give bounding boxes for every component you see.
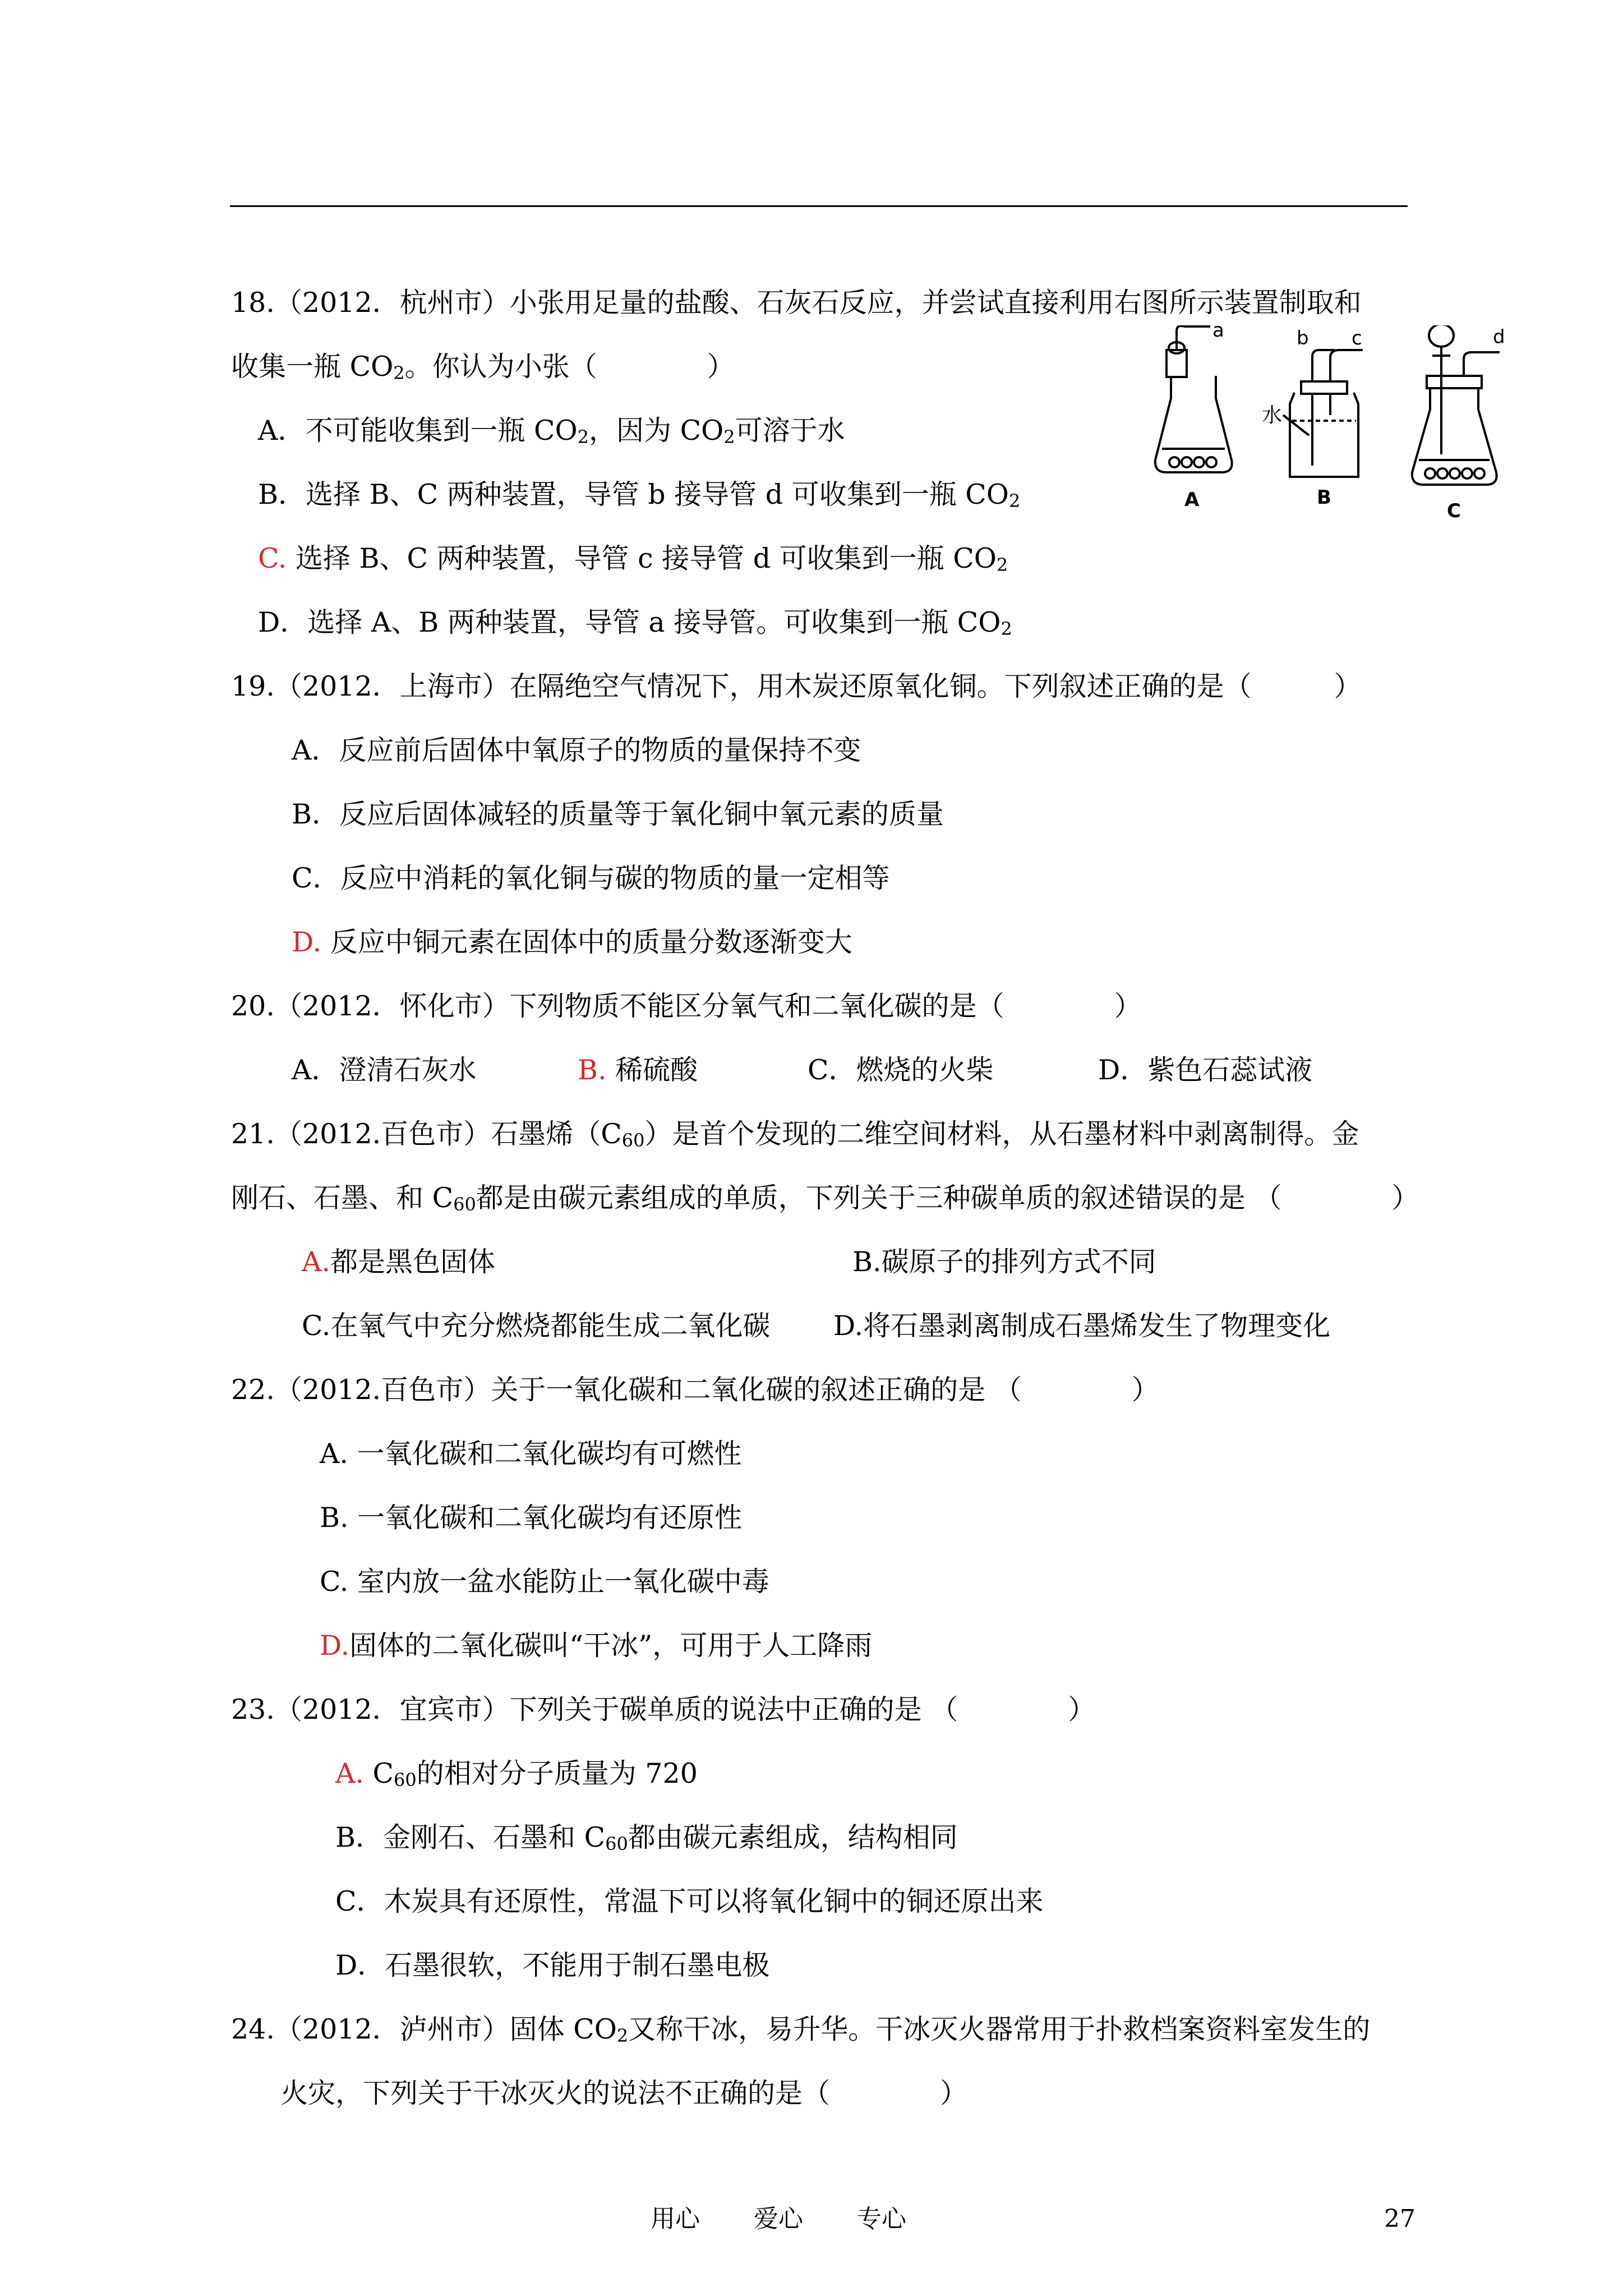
q20-stem: 20.（2012．怀化市）下列物质不能区分氧气和二氧化碳的是（ ） xyxy=(231,990,1142,1022)
q20-option-c: C．燃烧的火柴 xyxy=(808,1054,994,1086)
footer-text-2: 爱心 xyxy=(754,2205,803,2233)
page-number: 27 xyxy=(1384,2205,1415,2233)
q19-stem: 19.（2012．上海市）在隔绝空气情况下，用木炭还原氧化铜。下列叙述正确的是（ ） xyxy=(231,670,1362,702)
q18-option-b: B．选择 B、C 两种装置，导管 b 接导管 d 可收集到一瓶 $CO_2$ xyxy=(258,478,1021,512)
q18-option-a: A．不可能收集到一瓶 $CO_2$，因为 $CO_2$可溶于水 xyxy=(258,415,845,448)
q18-stem-line-1: 18.（2012．杭州市）小张用足量的盐酸、石灰石反应，并尝试直接利用右图所示装置制取和 xyxy=(231,287,1362,319)
footer-text-1: 用心 xyxy=(651,2205,700,2233)
page-footer xyxy=(651,2203,960,2235)
caption-a: A xyxy=(1184,489,1200,511)
q24-stem-line-2: 火灾，下列关于干冰灭火的说法不正确的是（ ） xyxy=(280,2077,968,2109)
answer-marker: A. xyxy=(335,1757,364,1789)
label-a: a xyxy=(1212,325,1224,342)
caption-b: B xyxy=(1317,486,1331,509)
q22-option-c: C. 室内放一盆水能防止一氧化碳中毒 xyxy=(320,1566,769,1598)
bottle-b-stopper xyxy=(1301,381,1347,394)
q19-option-d: D. 反应中铜元素在固体中的质量分数逐渐变大 xyxy=(292,926,852,958)
answer-marker: D. xyxy=(292,926,322,958)
label-c: c xyxy=(1352,327,1362,349)
q20-option-a: A．澄清石灰水 xyxy=(292,1054,477,1086)
q21-option-d: D.将石墨剥离制成石墨烯发生了物理变化 xyxy=(833,1310,1331,1342)
answer-marker: C. xyxy=(258,542,287,574)
q18-option-c: C. 选择 B、C 两种装置，导管 c 接导管 d 可收集到一瓶 $CO_2$ xyxy=(258,542,1008,576)
q22-option-d: D.固体的二氧化碳叫“干冰”，可用于人工降雨 xyxy=(320,1630,873,1662)
q19-option-b: B．反应后固体减轻的质量等于氧化铜中氧元素的质量 xyxy=(292,798,944,830)
q23-option-a: A. $C_{60}$的相对分子质量为 720 xyxy=(335,1757,698,1791)
header-rule xyxy=(230,205,1408,207)
q22-stem: 22.（2012.百色市）关于一氧化碳和二氧化碳的叙述正确的是 （ ） xyxy=(231,1374,1159,1406)
q21-option-c: C.在氧气中充分燃烧都能生成二氧化碳 xyxy=(302,1310,771,1342)
q21-option-a: A.都是黑色固体 xyxy=(302,1246,495,1278)
footer-text-3: 专心 xyxy=(857,2205,906,2233)
label-water: 水 xyxy=(1262,404,1283,427)
q24-stem-line-1: 24.（2012．泸州市）固体 $CO_2$又称干冰，易升华。干冰灭火器常用于扑救档案资料室发生的 xyxy=(231,2013,1371,2046)
answer-marker: B. xyxy=(578,1054,607,1086)
tube-c xyxy=(1330,350,1363,381)
flask-a-outline xyxy=(1155,376,1232,472)
q19-option-a: A．反应前后固体中氧原子的物质的量保持不变 xyxy=(292,734,861,766)
label-d: d xyxy=(1493,326,1505,348)
q21-stem-line-2: 刚石、石墨、和 $C_{60}$都是由碳元素组成的单质，下列关于三种碳单质的叙述错误的是 （ ） xyxy=(231,1182,1419,1215)
tube-d xyxy=(1464,352,1500,376)
tube-a xyxy=(1177,326,1210,350)
q18-stem-line-2: 收集一瓶 $CO_2$。你认为小张（ ） xyxy=(231,351,735,384)
q23-stem: 23.（2012．宜宾市）下列关于碳单质的说法中正确的是 （ ） xyxy=(231,1694,1096,1726)
q23-option-b: B．金刚石、石墨和 $C_{60}$都由碳元素组成，结构相同 xyxy=(335,1821,958,1855)
separatory-funnel xyxy=(1429,325,1454,347)
answer-marker: A. xyxy=(302,1246,330,1278)
q20-option-b: B. 稀硫酸 xyxy=(578,1054,698,1086)
flask-c-stopper xyxy=(1427,376,1482,388)
q22-option-a: A. 一氧化碳和二氧化碳均有可燃性 xyxy=(320,1438,742,1470)
q21-option-b: B.碳原子的排列方式不同 xyxy=(852,1246,1156,1278)
apparatus-figure xyxy=(1150,325,1509,539)
q23-option-d: D．石墨很软，不能用于制石墨电极 xyxy=(335,1949,770,1981)
q19-option-c: C．反应中消耗的氧化铜与碳的物质的量一定相等 xyxy=(292,862,890,894)
answer-marker: D. xyxy=(320,1630,350,1662)
q20-option-d: D．紫色石蕊试液 xyxy=(1098,1054,1313,1086)
label-b: b xyxy=(1297,327,1309,349)
q18-option-d: D．选择 A、B 两种装置，导管 a 接导管。可收集到一瓶 $CO_2$ xyxy=(258,606,1012,639)
bottle-b-outline xyxy=(1290,393,1358,477)
caption-c: C xyxy=(1447,500,1461,522)
apparatus-drawing xyxy=(1150,325,1509,539)
q22-option-b: B. 一氧化碳和二氧化碳均有还原性 xyxy=(320,1502,743,1534)
q23-option-c: C．木炭具有还原性，常温下可以将氧化铜中的铜还原出来 xyxy=(335,1885,1044,1917)
q21-stem-line-1: 21.（2012.百色市）石墨烯$(C_{60})$是首个发现的二维空间材料，从石墨材料中剥离制得。金 xyxy=(231,1118,1359,1151)
